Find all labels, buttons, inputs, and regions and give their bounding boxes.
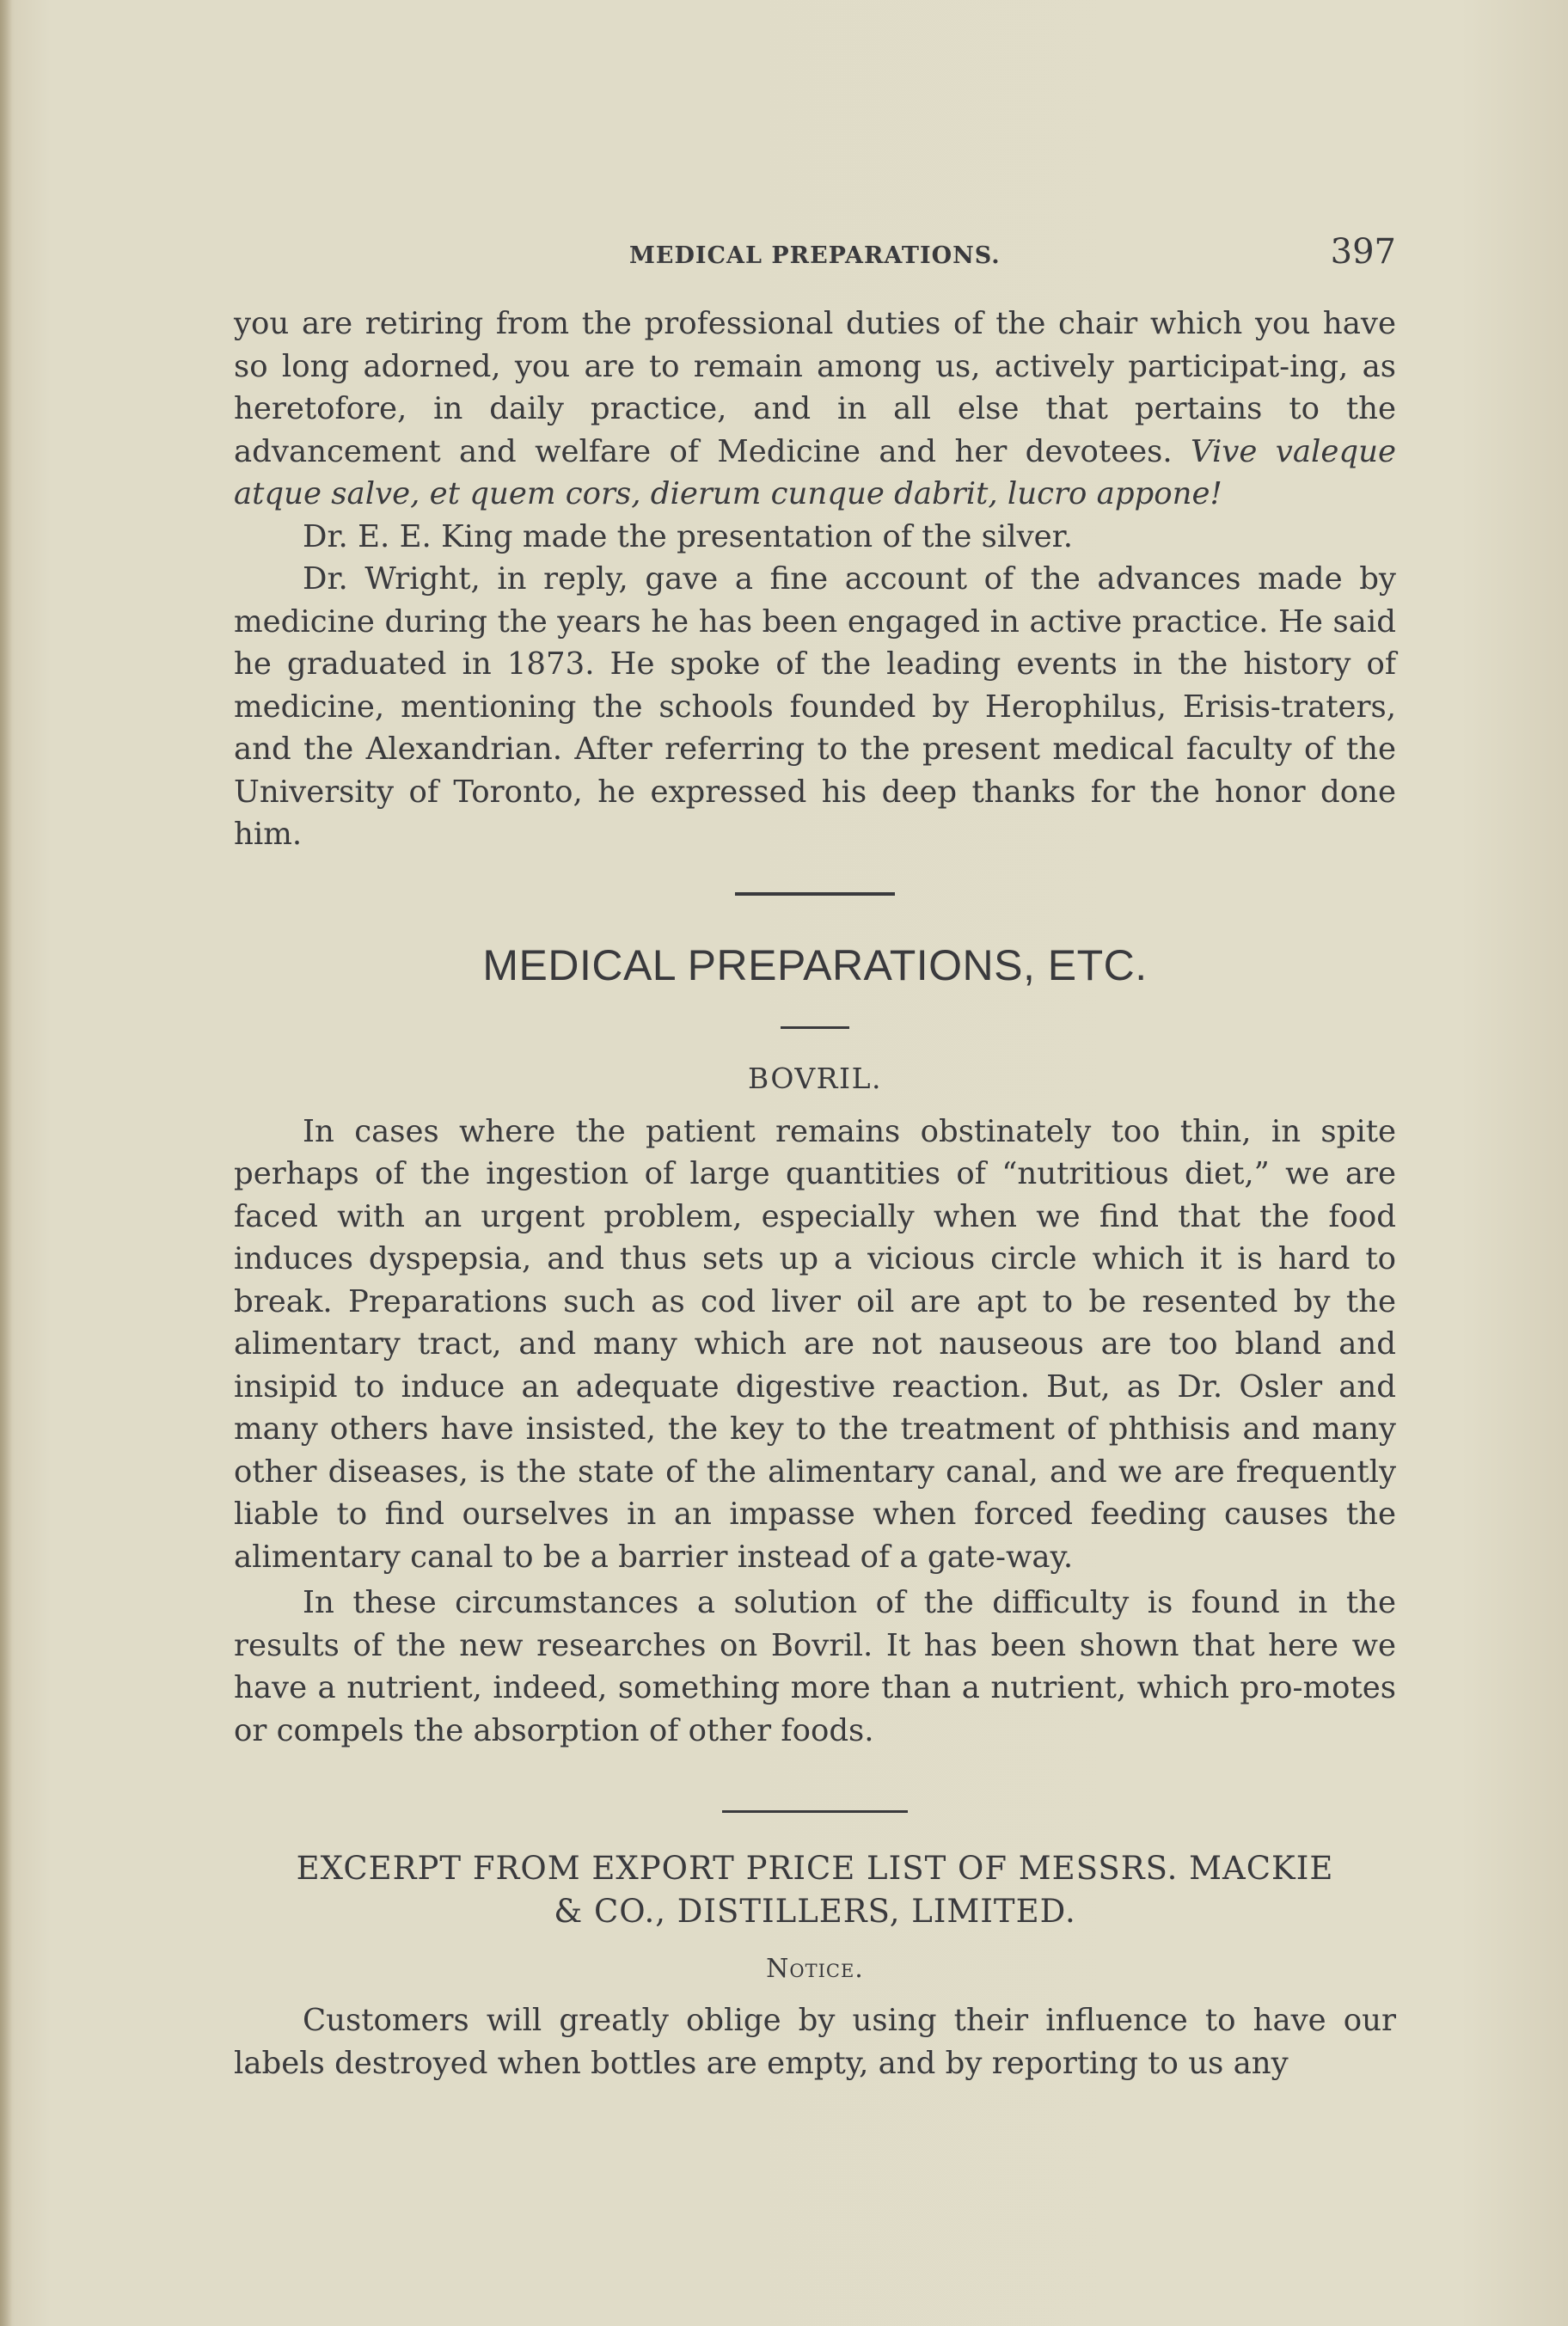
page-number: 397 [1330, 232, 1396, 272]
paragraph-wright: Dr. Wright, in reply, gave a fine account of the advances made by medicine during the years he has been engaged in active practice. He said he graduated in 1873. He spoke of the leading events in the history of medicine, mentioning the schools founded by Herophilus, Erisis-traters, and the Alexandrian. After referring to the present medical faculty of the University of Toronto, he expressed his deep thanks for the honor done him. [234, 561, 1396, 852]
text-column [234, 303, 1396, 2084]
running-head [234, 232, 1396, 284]
gutter-shadow [0, 0, 12, 2326]
short-rule [781, 1026, 849, 1029]
bovril-paragraph-2: In these circumstances a solution of the difficulty is found in the results of the new researches on Bovril. It has been shown that here we have a nutrient, indeed, something more than a nutrient, which pro-motes or compels the absorption of other foods. [234, 1585, 1396, 1748]
section-title: MEDICAL PREPARATIONS, ETC. [482, 940, 1148, 989]
paragraph-king: Dr. E. E. King made the presentation of the silver. [303, 518, 1074, 554]
bovril-heading: BOVRIL. [748, 1061, 882, 1095]
running-title: MEDICAL PREPARATIONS. [629, 242, 1001, 269]
bovril-paragraph-1: In cases where the patient remains obstinately too thin, in spite perhaps of the ingestion of large quantities of “nutritious diet,” we are faced with an urgent problem, especially when we find that the food induces dyspepsia, and thus sets up a vicious circle which it is hard to break. Preparations such as cod liver oil are apt to be resented by the alimentary tract, and many which are not nauseous are too bland and insipid to induce an adequate digestive reaction. But, as Dr. Osler and many others have insisted, the key to the treatment of phthisis and many other diseases, is the state of the alimentary canal, and we are frequently liable to find ourselves in an impasse when forced feeding causes the alimentary canal to be a barrier instead of a gate-way. [234, 1113, 1396, 1575]
excerpt-title [234, 1847, 1396, 1933]
excerpt-divider-rule [722, 1810, 908, 1813]
notice-heading: Notice. [766, 1954, 864, 1984]
latin-quote: Vive valeque atque salve, et quem cors, dierum cunque dabrit, lucro appone! [234, 433, 1396, 511]
paragraph-text: you are retiring from the professional duties of the chair which you have so long adorned, you are to remain among us, actively participat-ing, as heretofore, in daily practice, and in all else that pertains to the advancement and welfare of Medicine and her devotees. [234, 306, 1396, 469]
excerpt-title-line-2: & CO., DISTILLERS, LIMITED. [554, 1893, 1076, 1930]
notice-paragraph: Customers will greatly oblige by using their influence to have our labels destroyed when bottles are empty, and by reporting to us any [234, 2003, 1396, 2081]
paragraph-continued [234, 303, 1396, 516]
section-divider-rule [735, 892, 895, 896]
excerpt-title-line-1: EXCERPT FROM EXPORT PRICE LIST OF MESSRS. MACKIE [296, 1850, 1334, 1887]
